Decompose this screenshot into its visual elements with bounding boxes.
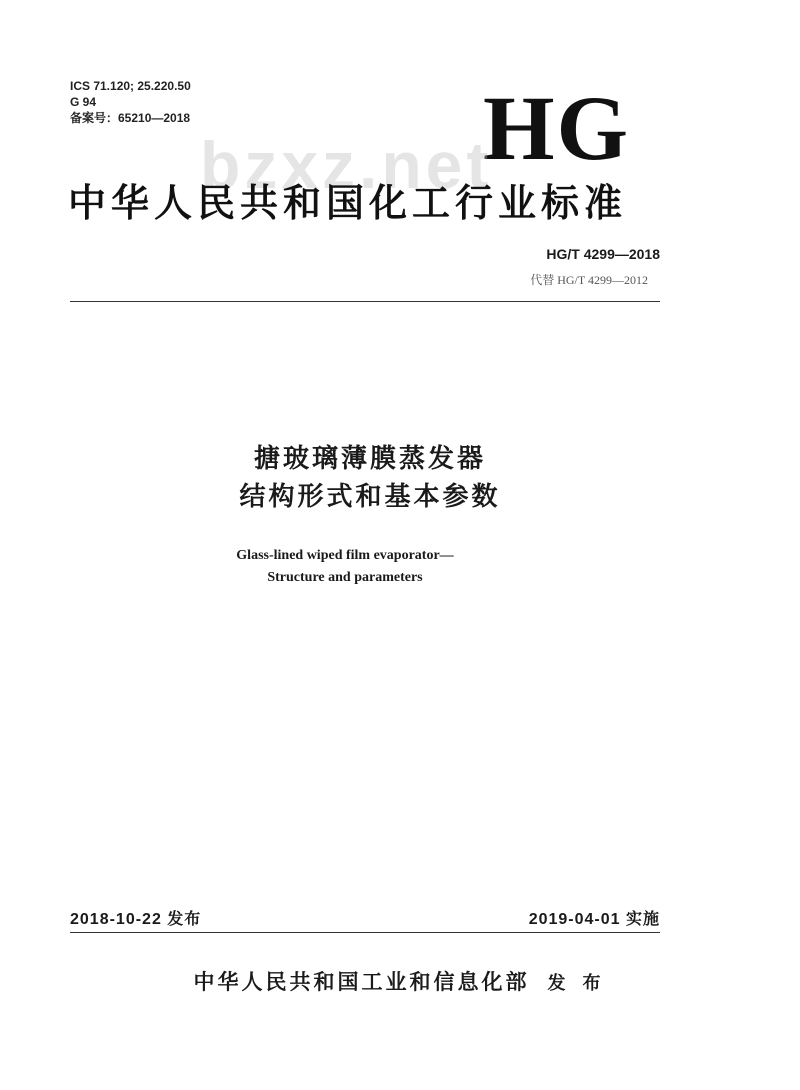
document-title-cn-line2: 结构形式和基本参数	[239, 481, 501, 511]
classification-code: G 94	[70, 95, 97, 109]
standard-code: HG/T 4299—2018	[546, 246, 660, 262]
bottom-divider	[70, 932, 660, 933]
replaces-code: 代替 HG/T 4299—2012	[530, 273, 648, 287]
publisher	[0, 966, 800, 996]
implementation-date: 2019-04-01 实施	[528, 911, 660, 928]
document-title-en-line1: Glass-lined wiped film evaporator—	[236, 548, 454, 563]
standard-category-title: 中华人民共和国化工行业标准	[68, 183, 628, 225]
watermark: bzxz.net	[200, 128, 493, 202]
publisher-name: 中华人民共和国工业和信息化部	[193, 971, 530, 994]
publisher-suffix: 发 布	[547, 973, 607, 993]
hg-logo: HG	[483, 77, 631, 179]
record-number: 备案号：65210—2018	[70, 111, 191, 125]
ics-code: ICS 71.120; 25.220.50	[70, 79, 191, 93]
document-title-cn-line1: 搪玻璃薄膜蒸发器	[253, 443, 486, 473]
top-divider	[70, 301, 660, 302]
document-title-en-line2: Structure and parameters	[267, 570, 423, 585]
issue-date: 2018-10-22 发布	[70, 911, 202, 928]
